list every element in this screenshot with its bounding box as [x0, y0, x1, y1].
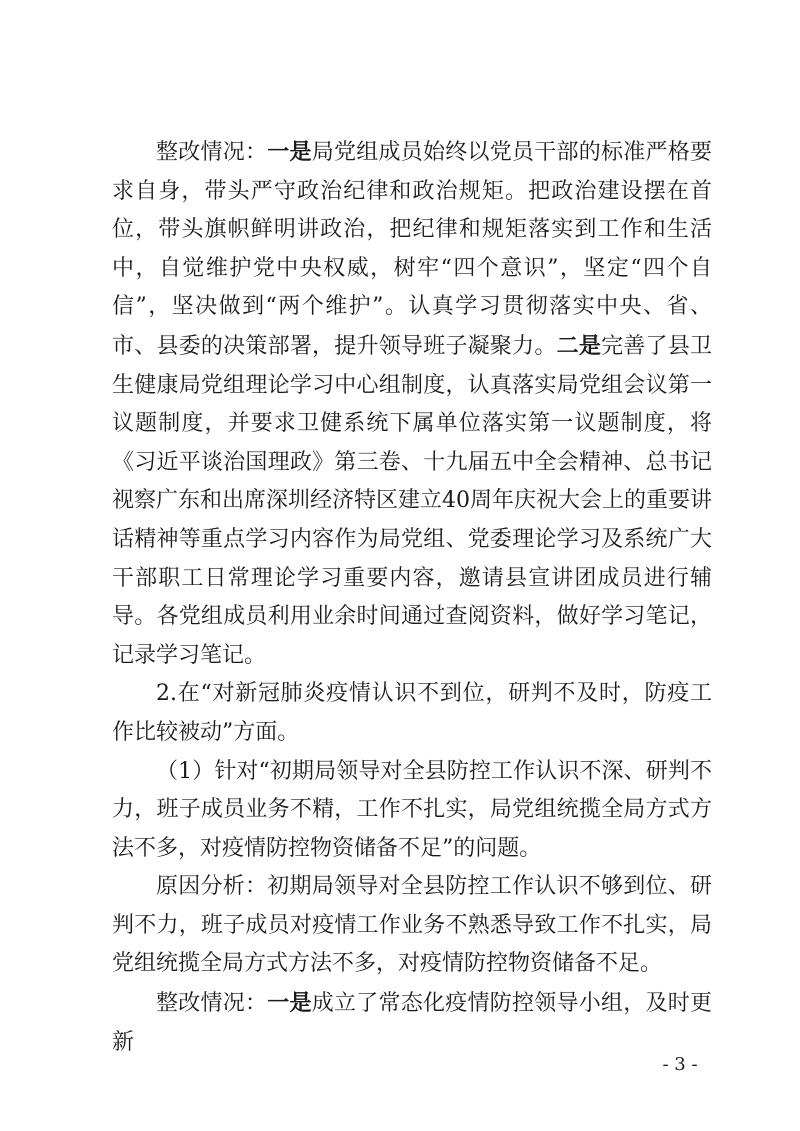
paragraph-text: 完善了县卫生健康局党组理论学习中心组制度，认真落实局党组会议第一议题制度，并要求卫健系统下属单位落实第一议题制度，将《习近平谈治国理政》第三卷、十九届五中全会精神、总书记视察广东和出席深圳经济特区建立40周年庆祝大会上的重要讲话精神等重点学习内容作为局党组、党委理论学习及系统广大干部职工日常理论学习重要内容，邀请县宣讲团成员进行辅导。各党组成员利用业余时间通过查阅资料，做好学习笔记，记录学习笔记。	[112, 333, 712, 668]
page-number: - 3 -	[662, 1054, 698, 1075]
paragraph-issue-1	[112, 753, 712, 869]
paragraph-section-2	[112, 675, 712, 752]
bold-marker-first: 一是	[267, 990, 312, 1017]
paragraph-lead: 整改情况：	[156, 140, 268, 165]
paragraph-text: 成立了常态化疫情防控领导小组，及时更新	[112, 991, 712, 1055]
paragraph-text: 2.在“对新冠肺炎疫情认识不到位，研判不及时，防疫工作比较被动”方面。	[112, 681, 712, 745]
paragraph-text: （1）针对“初期局领导对全县防控工作认识不深、研判不力，班子成员业务不精，工作不扎实，局党组统揽全局方式方法不多，对疫情防控物资储备不足”的问题。	[112, 758, 712, 861]
paragraph-text: 局党组成员始终以党员干部的标准严格要求自身，带头严守政治纪律和政治规矩。把政治建设摆在首位，带头旗帜鲜明讲政治，把纪律和规矩落实到工作和生活中，自觉维护党中央权威，树牢“四个意识”，坚定“四个自信”，坚决做到“两个维护”。认真学习贯彻落实中央、省、市、县委的决策部署，提升领导班子凝聚力。	[112, 140, 712, 359]
paragraph-rectification-2	[112, 984, 712, 1062]
paragraph-text: 原因分析：初期局领导对全县防控工作认识不够到位、研判不力，班子成员对疫情工作业务不熟悉导致工作不扎实，局党组统揽全局方式方法不多，对疫情防控物资储备不足。	[112, 874, 712, 977]
bold-marker-first: 一是	[267, 139, 312, 165]
document-body	[112, 133, 712, 1062]
paragraph-lead: 整改情况：	[156, 991, 268, 1017]
paragraph-cause-analysis	[112, 868, 712, 984]
bold-marker-second: 二是	[556, 332, 602, 359]
paragraph-rectification-1	[112, 133, 712, 675]
